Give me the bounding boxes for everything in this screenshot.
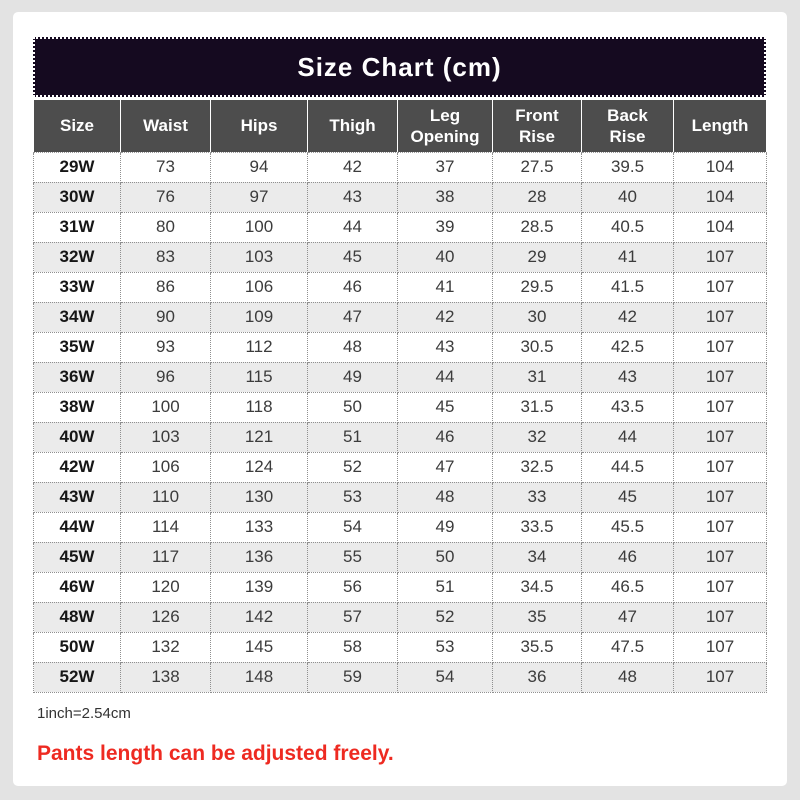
value-cell: 110 [121, 482, 211, 512]
value-cell: 114 [121, 512, 211, 542]
value-cell: 107 [674, 542, 767, 572]
value-cell: 107 [674, 362, 767, 392]
value-cell: 57 [308, 602, 398, 632]
size-cell: 48W [34, 602, 121, 632]
value-cell: 41 [398, 272, 493, 302]
value-cell: 43 [308, 182, 398, 212]
table-row [34, 392, 767, 422]
value-cell: 47 [398, 452, 493, 482]
table-row [34, 332, 767, 362]
size-cell: 36W [34, 362, 121, 392]
column-header-thigh: Thigh [308, 100, 398, 152]
value-cell: 32 [493, 422, 582, 452]
value-cell: 36 [493, 662, 582, 692]
value-cell: 90 [121, 302, 211, 332]
value-cell: 43 [398, 332, 493, 362]
size-cell: 31W [34, 212, 121, 242]
size-cell: 29W [34, 152, 121, 182]
value-cell: 104 [674, 212, 767, 242]
value-cell: 136 [211, 542, 308, 572]
value-cell: 46 [582, 542, 674, 572]
value-cell: 107 [674, 422, 767, 452]
table-row [34, 242, 767, 272]
column-header-length: Length [674, 100, 767, 152]
value-cell: 107 [674, 332, 767, 362]
table-row [34, 572, 767, 602]
value-cell: 139 [211, 572, 308, 602]
value-cell: 148 [211, 662, 308, 692]
value-cell: 107 [674, 302, 767, 332]
value-cell: 35 [493, 602, 582, 632]
value-cell: 35.5 [493, 632, 582, 662]
value-cell: 80 [121, 212, 211, 242]
value-cell: 94 [211, 152, 308, 182]
value-cell: 30.5 [493, 332, 582, 362]
table-row [34, 362, 767, 392]
value-cell: 42 [308, 152, 398, 182]
value-cell: 120 [121, 572, 211, 602]
size-cell: 52W [34, 662, 121, 692]
value-cell: 31.5 [493, 392, 582, 422]
table-row [34, 152, 767, 182]
value-cell: 107 [674, 602, 767, 632]
value-cell: 41 [582, 242, 674, 272]
size-cell: 40W [34, 422, 121, 452]
value-cell: 48 [582, 662, 674, 692]
size-chart-title: Size Chart (cm) [33, 37, 766, 97]
value-cell: 117 [121, 542, 211, 572]
value-cell: 142 [211, 602, 308, 632]
size-cell: 33W [34, 272, 121, 302]
value-cell: 48 [398, 482, 493, 512]
value-cell: 107 [674, 242, 767, 272]
size-cell: 35W [34, 332, 121, 362]
column-header-leg-opening: Leg Opening [398, 100, 493, 152]
value-cell: 100 [211, 212, 308, 242]
column-header-front-rise: Front Rise [493, 100, 582, 152]
value-cell: 32.5 [493, 452, 582, 482]
table-header-row [34, 100, 767, 152]
value-cell: 44 [582, 422, 674, 452]
value-cell: 50 [308, 392, 398, 422]
column-header-waist: Waist [121, 100, 211, 152]
value-cell: 53 [308, 482, 398, 512]
value-cell: 115 [211, 362, 308, 392]
size-chart-table [33, 100, 767, 693]
value-cell: 107 [674, 452, 767, 482]
value-cell: 56 [308, 572, 398, 602]
value-cell: 37 [398, 152, 493, 182]
value-cell: 55 [308, 542, 398, 572]
value-cell: 104 [674, 182, 767, 212]
value-cell: 43.5 [582, 392, 674, 422]
size-cell: 44W [34, 512, 121, 542]
value-cell: 126 [121, 602, 211, 632]
table-row [34, 632, 767, 662]
column-header-hips: Hips [211, 100, 308, 152]
value-cell: 51 [398, 572, 493, 602]
value-cell: 107 [674, 482, 767, 512]
size-cell: 50W [34, 632, 121, 662]
value-cell: 42.5 [582, 332, 674, 362]
value-cell: 40 [582, 182, 674, 212]
value-cell: 28.5 [493, 212, 582, 242]
value-cell: 33 [493, 482, 582, 512]
value-cell: 54 [398, 662, 493, 692]
table-row [34, 302, 767, 332]
value-cell: 34.5 [493, 572, 582, 602]
value-cell: 40.5 [582, 212, 674, 242]
table-row [34, 422, 767, 452]
size-cell: 38W [34, 392, 121, 422]
value-cell: 104 [674, 152, 767, 182]
value-cell: 44.5 [582, 452, 674, 482]
size-cell: 46W [34, 572, 121, 602]
inch-conversion-note: 1inch=2.54cm [37, 704, 131, 722]
value-cell: 39.5 [582, 152, 674, 182]
size-cell: 45W [34, 542, 121, 572]
size-cell: 32W [34, 242, 121, 272]
value-cell: 46.5 [582, 572, 674, 602]
value-cell: 118 [211, 392, 308, 422]
value-cell: 145 [211, 632, 308, 662]
value-cell: 54 [308, 512, 398, 542]
value-cell: 27.5 [493, 152, 582, 182]
value-cell: 51 [308, 422, 398, 452]
value-cell: 58 [308, 632, 398, 662]
table-row [34, 182, 767, 212]
value-cell: 45 [398, 392, 493, 422]
value-cell: 45 [582, 482, 674, 512]
value-cell: 44 [398, 362, 493, 392]
size-cell: 30W [34, 182, 121, 212]
table-row [34, 542, 767, 572]
table-row [34, 662, 767, 692]
value-cell: 106 [121, 452, 211, 482]
value-cell: 124 [211, 452, 308, 482]
table-row [34, 212, 767, 242]
value-cell: 30 [493, 302, 582, 332]
pants-length-note: Pants length can be adjusted freely. [37, 741, 394, 765]
value-cell: 52 [398, 602, 493, 632]
value-cell: 34 [493, 542, 582, 572]
table-row [34, 512, 767, 542]
value-cell: 50 [398, 542, 493, 572]
value-cell: 107 [674, 272, 767, 302]
value-cell: 112 [211, 332, 308, 362]
value-cell: 42 [398, 302, 493, 332]
value-cell: 107 [674, 632, 767, 662]
value-cell: 76 [121, 182, 211, 212]
value-cell: 132 [121, 632, 211, 662]
value-cell: 39 [398, 212, 493, 242]
value-cell: 31 [493, 362, 582, 392]
value-cell: 130 [211, 482, 308, 512]
value-cell: 107 [674, 662, 767, 692]
value-cell: 83 [121, 242, 211, 272]
table-row [34, 452, 767, 482]
value-cell: 97 [211, 182, 308, 212]
value-cell: 45.5 [582, 512, 674, 542]
value-cell: 73 [121, 152, 211, 182]
value-cell: 47 [582, 602, 674, 632]
value-cell: 49 [308, 362, 398, 392]
value-cell: 106 [211, 272, 308, 302]
column-header-back-rise: Back Rise [582, 100, 674, 152]
value-cell: 29 [493, 242, 582, 272]
value-cell: 38 [398, 182, 493, 212]
value-cell: 103 [121, 422, 211, 452]
size-cell: 42W [34, 452, 121, 482]
value-cell: 46 [398, 422, 493, 452]
size-cell: 43W [34, 482, 121, 512]
value-cell: 29.5 [493, 272, 582, 302]
value-cell: 100 [121, 392, 211, 422]
table-row [34, 272, 767, 302]
value-cell: 121 [211, 422, 308, 452]
value-cell: 86 [121, 272, 211, 302]
value-cell: 33.5 [493, 512, 582, 542]
value-cell: 103 [211, 242, 308, 272]
size-chart-page [13, 12, 787, 786]
value-cell: 43 [582, 362, 674, 392]
value-cell: 47 [308, 302, 398, 332]
value-cell: 107 [674, 392, 767, 422]
value-cell: 138 [121, 662, 211, 692]
value-cell: 52 [308, 452, 398, 482]
value-cell: 49 [398, 512, 493, 542]
value-cell: 28 [493, 182, 582, 212]
value-cell: 107 [674, 572, 767, 602]
value-cell: 48 [308, 332, 398, 362]
value-cell: 42 [582, 302, 674, 332]
value-cell: 47.5 [582, 632, 674, 662]
value-cell: 109 [211, 302, 308, 332]
value-cell: 40 [398, 242, 493, 272]
value-cell: 133 [211, 512, 308, 542]
value-cell: 53 [398, 632, 493, 662]
table-row [34, 602, 767, 632]
size-cell: 34W [34, 302, 121, 332]
value-cell: 41.5 [582, 272, 674, 302]
value-cell: 59 [308, 662, 398, 692]
table-body [34, 152, 767, 692]
value-cell: 44 [308, 212, 398, 242]
column-header-size: Size [34, 100, 121, 152]
value-cell: 45 [308, 242, 398, 272]
value-cell: 107 [674, 512, 767, 542]
table-row [34, 482, 767, 512]
value-cell: 46 [308, 272, 398, 302]
value-cell: 96 [121, 362, 211, 392]
value-cell: 93 [121, 332, 211, 362]
